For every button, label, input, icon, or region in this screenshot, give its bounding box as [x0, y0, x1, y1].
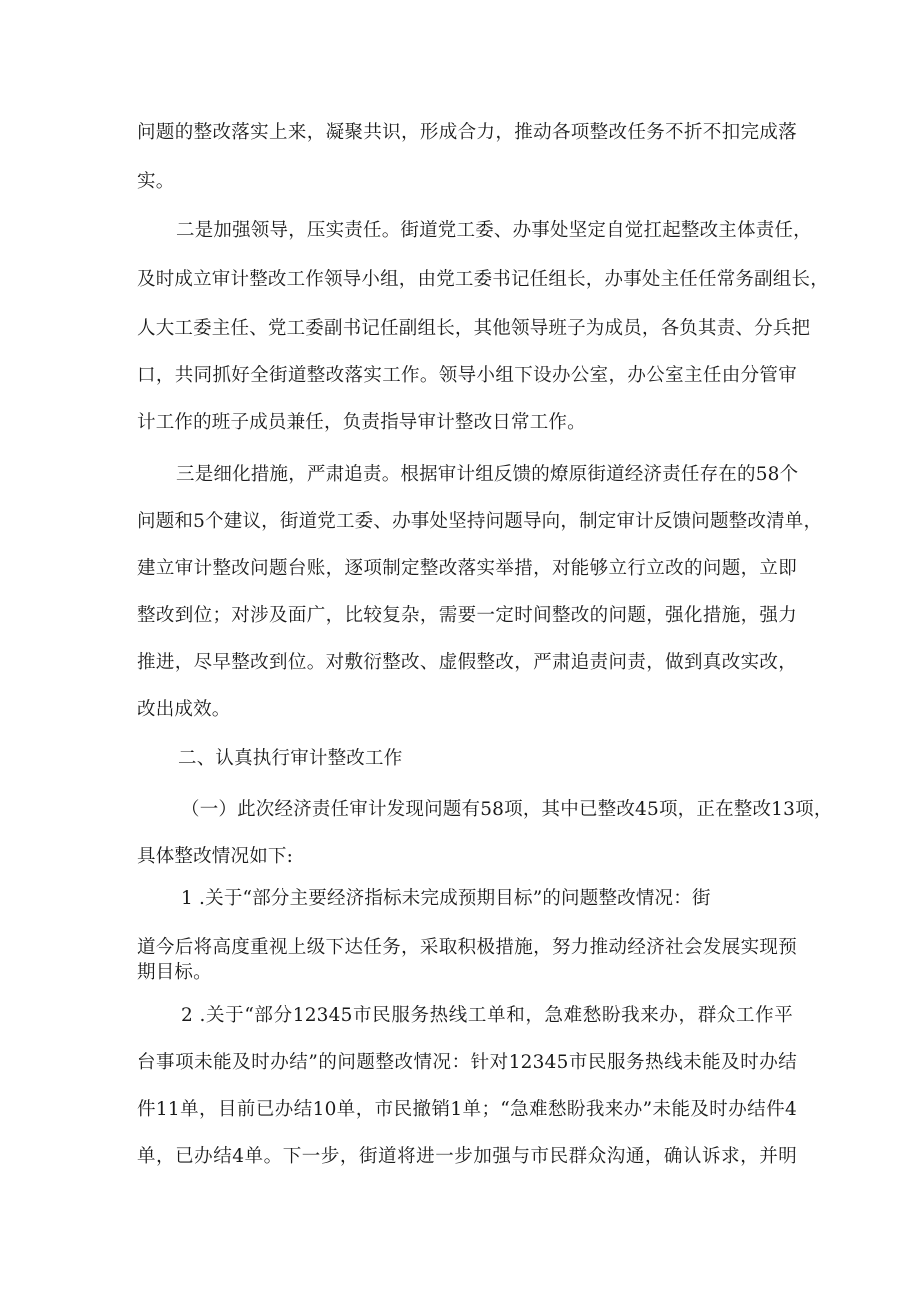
- text-line: 推进，尽早整改到位。对敷衍整改、虚假整改，严肃追责问责，做到真改实改，: [137, 652, 797, 673]
- text-line: 整改到位；对涉及面广，比较复杂，需要一定时间整改的问题，强化措施，强力: [137, 605, 797, 626]
- text-line: 2 .关于“部分12345市民服务热线工单和，急难愁盼我来办，群众工作平: [181, 1005, 793, 1026]
- text-line: 人大工委主任、党工委副书记任副组长，其他领导班子为成员，各负其责、分兵把: [137, 318, 811, 339]
- text-line: 单，已办结4单。下一步，街道将进一步加强与市民群众沟通，确认诉求，并明: [137, 1146, 797, 1167]
- text-line: 建立审计整改问题台账，逐项制定整改落实举措，对能够立行立改的问题，立即: [137, 558, 797, 579]
- text-line: 二是加强领导，压实责任。街道党工委、办事处坚定自觉扛起整改主体责任，: [176, 220, 812, 241]
- text-line: 改出成效。: [137, 699, 231, 720]
- text-line: （一）此次经济责任审计发现问题有58项，其中已整改45项，正在整改13项，: [181, 799, 833, 820]
- text-line: 台事项未能及时办结”的问题整改情况：针对12345市民服务热线未能及时办结: [137, 1052, 797, 1073]
- section-heading: 二、认真执行审计整改工作: [178, 748, 403, 769]
- text-line: 口，共同抓好全街道整改落实工作。领导小组下设办公室，办公室主任由分管审: [137, 365, 797, 386]
- text-line: 及时成立审计整改工作领导小组，由党工委书记任组长，办事处主任任常务副组长，: [137, 269, 829, 290]
- text-line: 1 .关于“部分主要经济指标未完成预期目标”的问题整改情况：街: [181, 888, 711, 909]
- text-line: 计工作的班子成员兼任，负责指导审计整改日常工作。: [137, 412, 586, 433]
- text-line: 期目标。: [137, 962, 212, 983]
- text-line: 道今后将高度重视上级下达任务，采取积极措施，努力推动经济社会发展实现预: [137, 937, 797, 958]
- text-line: 实。: [137, 171, 175, 192]
- text-line: 具体整改情况如下:: [137, 846, 294, 867]
- text-line: 问题的整改落实上来，凝聚共识，形成合力，推动各项整改任务不折不扣完成落: [137, 122, 797, 143]
- text-line: 三是细化措施，严肃追责。根据审计组反馈的燎原街道经济责任存在的58个: [176, 464, 799, 485]
- text-line: 问题和5个建议，街道党工委、办事处坚持问题导向，制定审计反馈问题整改清单，: [137, 511, 823, 532]
- text-line: 件11单，目前已办结10单，市民撤销1单；“急难愁盼我来办”未能及时办结件4: [137, 1099, 797, 1120]
